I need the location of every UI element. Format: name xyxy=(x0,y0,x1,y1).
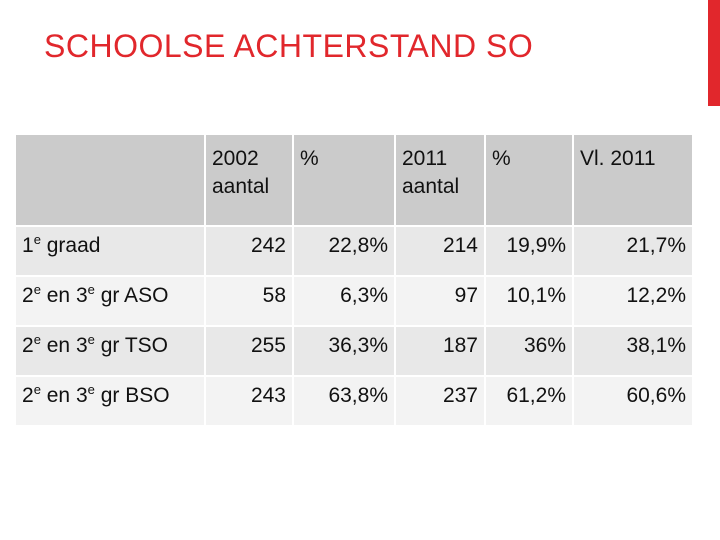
cell-aantal-2002: 255 xyxy=(206,327,292,375)
header-2002-percent: % xyxy=(294,135,394,225)
cell-vl-2011: 21,7% xyxy=(574,227,692,275)
header-2011-year: 2011 xyxy=(402,147,448,170)
achterstand-table xyxy=(14,133,694,427)
slide-title: SCHOOLSE ACHTERSTAND SO xyxy=(44,28,534,64)
header-2011-aantal-label: aantal xyxy=(402,175,460,198)
table-header-row xyxy=(16,135,692,225)
cell-aantal-2011: 97 xyxy=(396,277,484,325)
header-vl-2011: Vl. 2011 xyxy=(574,135,692,225)
cell-vl-2011: 60,6% xyxy=(574,377,692,425)
cell-pct-2011: 61,2% xyxy=(486,377,572,425)
cell-aantal-2011: 187 xyxy=(396,327,484,375)
cell-pct-2002: 6,3% xyxy=(294,277,394,325)
header-2011-aantal xyxy=(396,135,484,225)
cell-pct-2011: 36% xyxy=(486,327,572,375)
header-2002-aantal-label: aantal xyxy=(212,175,270,198)
header-2002-aantal xyxy=(206,135,292,225)
table-row xyxy=(16,227,692,275)
cell-pct-2011: 19,9% xyxy=(486,227,572,275)
cell-aantal-2002: 58 xyxy=(206,277,292,325)
accent-bar xyxy=(708,0,720,106)
row-label: 1e graad xyxy=(16,227,204,275)
table-row xyxy=(16,277,692,325)
cell-aantal-2002: 242 xyxy=(206,227,292,275)
header-2002-year-label: 2002 xyxy=(212,147,259,170)
row-label: 2e en 3e gr ASO xyxy=(16,277,204,325)
cell-pct-2002: 36,3% xyxy=(294,327,394,375)
cell-aantal-2002: 243 xyxy=(206,377,292,425)
row-label: 2e en 3e gr TSO xyxy=(16,327,204,375)
header-2011-percent: % xyxy=(486,135,572,225)
cell-vl-2011: 38,1% xyxy=(574,327,692,375)
cell-pct-2002: 63,8% xyxy=(294,377,394,425)
table-row xyxy=(16,377,692,425)
cell-aantal-2011: 214 xyxy=(396,227,484,275)
cell-pct-2002: 22,8% xyxy=(294,227,394,275)
cell-aantal-2011: 237 xyxy=(396,377,484,425)
row-label: 2e en 3e gr BSO xyxy=(16,377,204,425)
header-cell-empty xyxy=(16,135,204,225)
cell-vl-2011: 12,2% xyxy=(574,277,692,325)
table-row xyxy=(16,327,692,375)
cell-pct-2011: 10,1% xyxy=(486,277,572,325)
